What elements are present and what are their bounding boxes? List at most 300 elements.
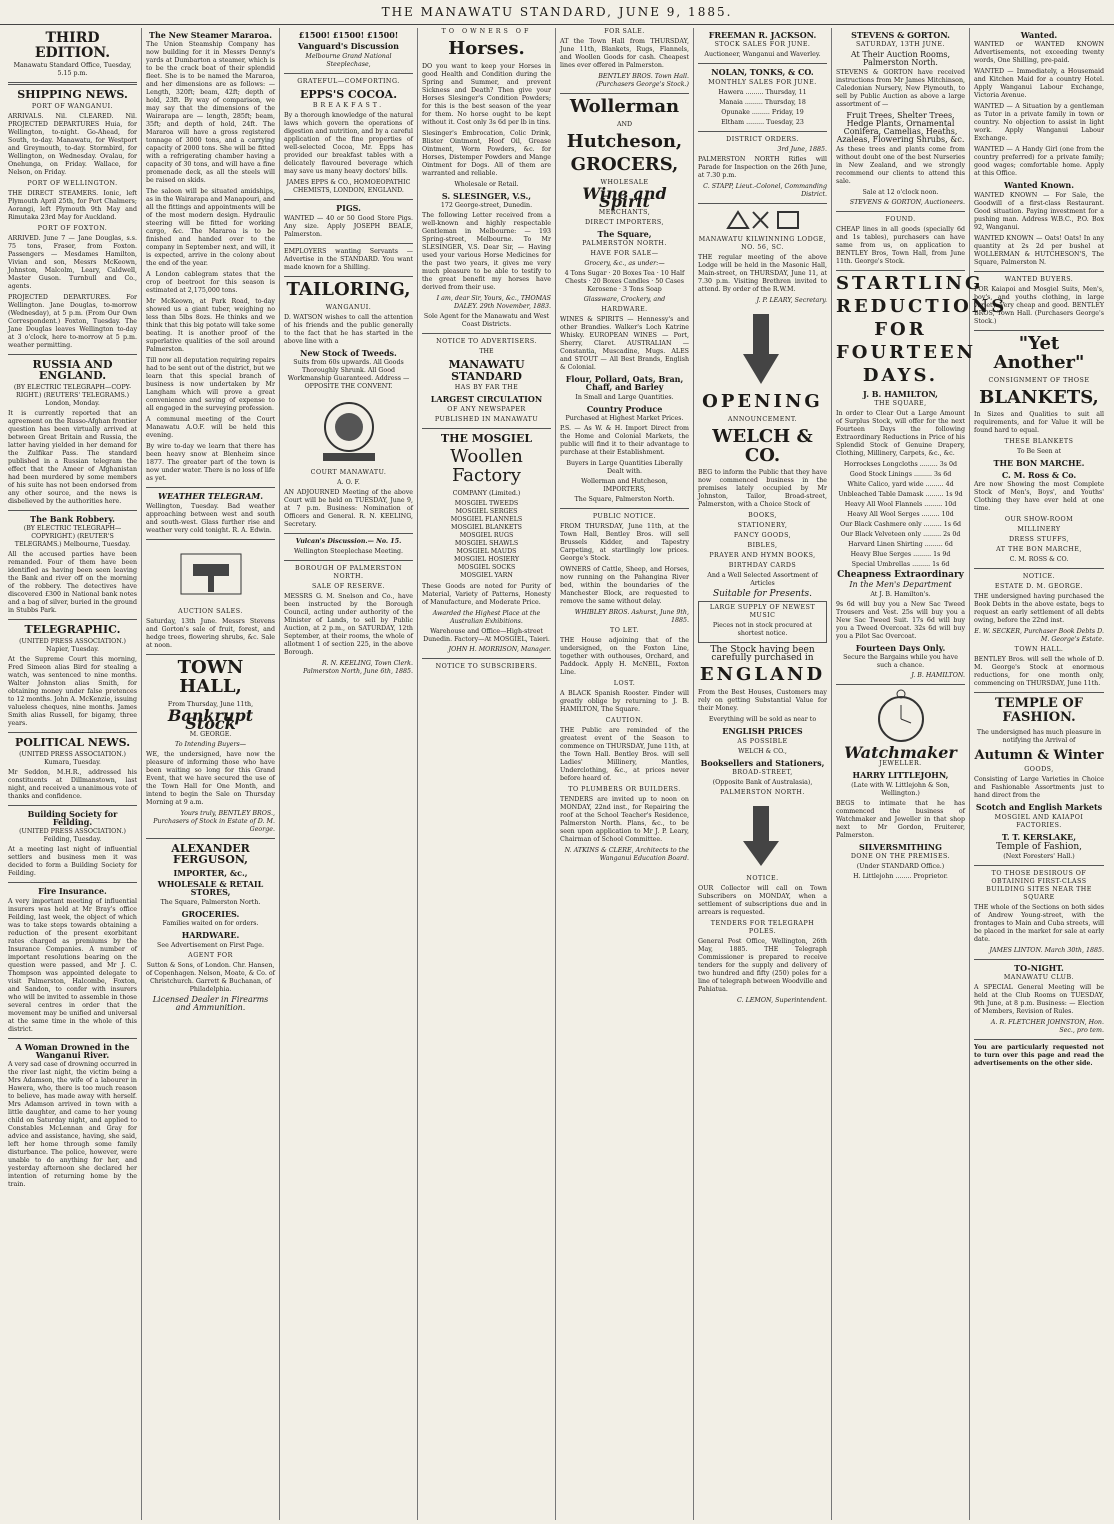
opening-heading: OPENING: [702, 390, 823, 412]
square-address: The Square, Palmerston North.: [160, 898, 261, 906]
sale-place: Manaia ......... Thursday, 18: [719, 98, 806, 106]
agent-body: Sutton & Sons, of London. Chr. Hansen, of Copenhagen. Nelson, Moate, & Co. of Christchurch. Garrett & Buchanan, of Philadelphia.: [146, 961, 275, 993]
pigs-heading: PIGS.: [336, 203, 361, 214]
steamer-body-2: The saloon will be situated amidships, as in the Wairarapa and Manapouri, and all the fittings and appointments will be of the most modern design. Hydraulic steering will be fitted for working cargo, &c. The Mararoa is to be finished and handed over to the company in September next, and will, it is expected, arrive in the colony about the end of the year.: [146, 188, 275, 268]
auction-hammer-icon: [171, 544, 251, 604]
wanted-ad: WANTED — Immediately, a Housemaid and Kitchen Maid for a country Hotel. Apply Wanganui Labour Exchange, Victoria Avenue.: [974, 68, 1104, 100]
breakfast-heading: BREAKFAST.: [312, 102, 385, 110]
importers-line: Wollerman and Hutcheson, IMPORTERS,: [581, 478, 668, 494]
column-6: [694, 28, 832, 1520]
watchmaker-heading: Watchmaker: [844, 743, 957, 763]
price-line: White Calico, yard wide ......... 4d: [847, 481, 954, 489]
pointing-hand-icon: [723, 801, 803, 871]
letter-body: The following Letter received from a well-known and highly respectable Gentleman in Melbourne: — 193 Spring-street, Melbourne. To Mr SLESINGER, V.S. Dear Sir, — Having used your various Horse Medicines for the past two years, it gives me very much pleasure to be able to testify to the great benefit my horses have derived from their use.: [422, 212, 551, 292]
club-body: A SPECIAL General Meeting will be held at the Club Rooms on TUESDAY, 9th June, at 8 p.m. Business: — Election of Members, Revision of Rules.: [974, 983, 1104, 1015]
shop-paragraph: Till now all deputation requiring repairs had to be sent out of the district, but we learn that this special branch of business is now undertaken by Mr Langham which will prove a great convenience and saving of expense to all engaged in the surveying profession.: [146, 357, 275, 413]
tweeds-heading: New Stock of Tweeds.: [300, 347, 397, 358]
rifles-body: PALMERSTON NORTH Rifles will Parade for Inspection on the 26th June, at 7.30 p.m.: [698, 155, 827, 179]
grocery-list: 4 Tons Sugar · 20 Boxes Tea · 10 Half Chests · 20 Boxes Candles · 50 Cases Kerosene · 3 Tons Soap: [564, 270, 685, 294]
buyers-heading: WANTED BUYERS.: [1004, 275, 1074, 283]
music-box: [698, 601, 827, 643]
public-notice-heading: PUBLIC NOTICE.: [592, 513, 657, 521]
ross-2: C. M. ROSS & CO.: [1009, 556, 1069, 564]
weather-body: Wellington, Tuesday. Bad weather approaching between west and south and south-west. Glass further rise and weather very cold tonight. R. A. Edwin.: [146, 502, 275, 534]
littlejohn-late: (Late with W. Littlejohn & Son, Wellington.): [851, 781, 950, 797]
mosgiel-product: MOSGIEL YARN: [460, 572, 513, 580]
english-prices: ENGLISH PRICES: [722, 726, 803, 737]
shipping-heading: SHIPPING NEWS.: [17, 88, 128, 102]
everything-line: Everything will be sold as near to: [708, 716, 817, 724]
hamilton-heading: J. B. HAMILTON,: [863, 388, 938, 399]
notice-body: OUR Collector will call on Town Subscribers on MONDAY, when a settlement of subscriptions due and in arrears is requested.: [698, 885, 827, 917]
park-paragraph: Mr McKeown, at Park Road, to-day showed us a giant tuber, weighing no less than 5lbs 8ozs. He thinks and we think that this big potato will take some beating. It is another proof of the superlative qualities of the soil around Palmerston.: [146, 298, 275, 354]
stock-sales-heading: STOCK SALES FOR JUNE.: [714, 41, 811, 49]
days-heading: DAYS.: [862, 364, 939, 386]
slesinger-address: 172 George-street, Dunedin.: [440, 202, 533, 210]
sole-agent: Sole Agent for the Manawatu and West Coast Districts.: [423, 313, 550, 329]
lodge-body: THE regular meeting of the above Lodge will be held in the Masonic Hall, Main-street, on THURSDAY, June 11, at 7.30 p.m. Visiting Brethren invited to attend. By order of the R.W.M.: [698, 253, 827, 293]
town-hall-heading: TOWN HALL,: [177, 656, 244, 697]
show-room-heading: OUR SHOW-ROOM: [1004, 516, 1074, 524]
mens-department: In the Men's Department: [849, 580, 952, 590]
weather-heading: WEATHER TELEGRAM.: [158, 491, 263, 502]
estate-body: THE undersigned having purchased the Book Debts in the above estate, begs to request an early settlement of all debts owing, before the 22nd inst.: [974, 593, 1104, 625]
price-line: Our Black Cashmere only ......... 1s 6d: [840, 521, 961, 529]
at-hamiltons: At J. B. Hamilton's.: [870, 591, 931, 599]
mosgiel-product-list: [422, 500, 551, 580]
silversmithing-heading: SILVERSMITHING: [859, 841, 942, 852]
cheapness-heading: Cheapness Extraordinary: [837, 570, 964, 581]
pointing-hand-icon: [723, 309, 803, 389]
glassware-line: Glassware, Crockery, and: [583, 296, 666, 304]
political-body: Mr Seddon, M.H.R., addressed his constituents at Dillmanstown, last night, and received a unanimous vote of thanks and confidence.: [8, 768, 137, 800]
column-7: [832, 28, 1008, 1520]
monthly-sales: MONTHLY SALES FOR JUNE.: [708, 78, 817, 86]
bon-marche-2: AT THE BON MARCHE,: [996, 546, 1082, 554]
port-wanganui: PORT OF WANGANUI.: [31, 102, 114, 110]
morrison-signature: JOHN H. MORRISON, Manager.: [448, 646, 551, 654]
lost-heading: LOST.: [613, 680, 636, 688]
importers-address: The Square, Palmerston North.: [574, 496, 675, 504]
masthead: THE MANAWATU STANDARD, JUNE 9, 1885.: [0, 0, 1114, 25]
wanted-ad: WANTED — A Handy Girl (one from the country preferred) for a private family; good wages; comfortable home. Apply at this Office.: [974, 146, 1104, 178]
welch-item: BIBLES,: [747, 542, 778, 550]
lost-body: A BLACK Spanish Rooster. Finder will greatly oblige by returning to J. B. HAMILTON, The Square.: [560, 690, 689, 714]
wholesale-line: Wholesale or Retail.: [454, 180, 519, 188]
welch-item: FANCY GOODS,: [733, 532, 792, 540]
square-label: The Square,: [597, 228, 652, 239]
buyers-body: FOR Kaiapoi and Mosgiel Suits, Men's, boy's, and youths clothing, in large variety. Very cheap and good. BENTLEY BROS, Town Hall. (Purchasers George's Stock.): [974, 285, 1104, 325]
mosgiel-heading: THE MOSGIEL: [440, 431, 533, 445]
plumbers-heading: TO PLUMBERS OR BUILDERS.: [568, 786, 681, 794]
newspaper-columns: [4, 28, 1110, 1520]
secure-line: Secure the Bargains while you have such a chance.: [843, 654, 958, 670]
public-notice-body: FROM THURSDAY, June 11th, at the Town Hall, Bentley Bros. will sell Brussels Kidder, and Tapestry Carpeting, at startlingly low prices. George's Stock.: [560, 523, 689, 563]
building-subheading: (UNITED PRESS ASSOCIATION.) Feilding, Tuesday.: [19, 828, 126, 844]
produce-heading: Country Produce: [586, 403, 663, 414]
price-line: Our Black Velveteen only ......... 2s 0d: [840, 531, 961, 539]
england-heading: ENGLAND: [699, 664, 826, 686]
owners-heading: TO OWNERS OF: [441, 28, 532, 35]
notice-heading-2: NOTICE.: [1022, 573, 1056, 581]
column-1: [4, 28, 142, 1520]
to-let-body: THE House adjoining that of the undersigned, on the Foxton Line, together with outhouses, Orchard, and Paddock. Apply H. McNEIL, Foxton Line.: [560, 637, 689, 677]
political-heading: POLITICAL NEWS.: [14, 735, 131, 749]
welch-body: BEG to inform the Public that they have now commenced business in the premises lately occupied by Mr Johnston, Tailor, Broad-street, Palmerston, with a Choice Stock of: [698, 469, 827, 509]
column-3: [280, 28, 418, 1520]
merchants-label: MERCHANTS,: [598, 208, 651, 216]
third-edition-heading: THIRD EDITION.: [34, 30, 111, 61]
building-body: At a meeting last night of influential settlers and business men it was decided to form a Building Society for Feilding.: [8, 846, 137, 878]
tweeds-subheading: Suits from 60s upwards. All Goods Thoroughly Shrunk. All Good Workmanship Guaranteed. Address — OPPOSITE THE CONVENT.: [287, 359, 410, 390]
epps-cocoa-heading: EPPS'S COCOA.: [299, 87, 398, 101]
embrocation-body: Slesinger's Embrocation, Colic Drink, Blister Ointment, Hoof Oil, Grease Ointment, Worm Powders, &c. for Horses, Distemper Powders and Mange Ointment for Dogs. All of them are warranted and reliable.: [422, 129, 551, 177]
saturday-line: SATURDAY, 13TH JUNE.: [855, 41, 946, 49]
price-line: Horrockses Longcloths ......... 3s 0d: [843, 461, 958, 469]
pocket-watch-icon: [861, 689, 941, 745]
foresters-hall: (Next Foresters' Hall.): [1003, 852, 1075, 860]
fourteen-heading: FOURTEEN: [836, 342, 977, 364]
vanguard-headline: £1500! £1500! £1500!: [298, 30, 399, 40]
flour-subheading: In Small and Large Quantities.: [575, 393, 674, 401]
borough-heading: BOROUGH OF PALMERSTON NORTH.: [294, 565, 403, 580]
kerslake-heading: T. T. KERSLAKE,: [1001, 831, 1077, 842]
foxton-body: ARRIVED. June 7 — Jane Douglas, s.s. 75 tons, Fraser, from Foxton. Passengers — Mesdames Hamilton, Vivian and son, Messrs McKeown, Johnston, Malcolm, Leary, Caldwell, Master Guson. Turnbull and Co., agents.: [8, 234, 137, 290]
for-sale-heading: FOR SALE.: [604, 28, 645, 35]
to-let-heading: TO LET.: [610, 627, 639, 635]
building-heading: Building Society for Feilding.: [27, 808, 118, 827]
ps-paragraph: P.S. — As W. & H. Import Direct from the Home and Colonial Markets, the public will find it to their advantage to purchase at their Establishment.: [560, 425, 689, 457]
yet-another-heading: "Yet Another": [993, 332, 1085, 373]
court-manawatu-heading: COURT MANAWATU.: [310, 469, 387, 476]
welch-item: STATIONERY,: [737, 522, 788, 530]
agent-heading: AGENT FOR: [188, 951, 233, 959]
wanted-known-heading: Wanted Known.: [1003, 180, 1075, 191]
stevens-body: STEVENS & GORTON have received instructions from Mr James Mitchinson, Caledonian Nursery, New Plymouth, to sell by Public Auction as above a large assortment of —: [836, 69, 965, 109]
palmerston-north: PALMERSTON NORTH.: [720, 789, 805, 797]
price-line: Harvard Linen Shirting ......... 6d: [848, 541, 953, 549]
standard-heading: MANAWATU STANDARD: [448, 358, 525, 383]
column-8: [970, 28, 1108, 1520]
mosgiel-product: MOSGIEL RUGS: [459, 532, 514, 540]
hutcheson-heading: Hutcheson,: [566, 130, 683, 152]
steamer-heading: The New Steamer Mararoa.: [149, 30, 272, 40]
tailoring-heading: TAILORING,: [286, 278, 411, 300]
letter-signature: I am, dear Sir, Yours, &c., THOMAS DALEY. 29th November, 1883.: [436, 295, 551, 311]
wind-paragraph: By wire to-day we learn that there has been heavy snow at Blenheim since 1877. The greater part of the town is now under water. There is no loss of life as yet.: [146, 443, 275, 483]
wanganui-subheading: WANGANUI.: [325, 303, 372, 311]
bankrupt-body: WE, the undersigned, have now the pleasure of informing those who have been waiting so long for this Grand Event, that we have secured the use of the Town Hall for One Month, and intend to begin the Sale on Thursday Morning at 9 a.m.: [146, 750, 275, 806]
estate-signature: E. W. SECKER, Purchaser Book Debts D. M. George's Estate.: [974, 628, 1104, 644]
town-hall-body: BENTLEY Bros. will sell the whole of D. M. George's Stock at enormous reductions, for one month only, commencing on THURSDAY, June 11th.: [974, 656, 1104, 688]
ross-heading: C. M. Ross & Co.: [1001, 469, 1077, 480]
has-by-far: HAS BY FAR THE: [454, 384, 519, 392]
wellington-body: THE DIRECT STEAMERS. Ionic, left Plymouth April 25th, for Port Chalmers; Aorangi, left Plymouth 9th May and Rimutaka 23rd May for Auckland.: [8, 189, 137, 221]
orders-date: 3rd June, 1885.: [777, 145, 827, 153]
vulcan-heading: Vulcan's Discussion.— No. 15.: [295, 538, 402, 545]
club-signature: A. R. FLETCHER JOHNSTON, Hon. Sec., pro tem.: [990, 1018, 1104, 1034]
opposite-line: (Opposite Bank of Australasia),: [712, 779, 813, 787]
edition-subheading: Manawatu Standard Office, Tuesday, 5.15 p.m.: [13, 62, 132, 78]
auction-rooms: At Their Auction Rooms, Palmerston North.: [850, 50, 951, 68]
mosgiel-product: MOSGIEL MAUDS: [456, 548, 517, 556]
plumbers-signature: N. ATKINS & CLERE, Architects to the Wanganui Education Board.: [564, 847, 689, 863]
tailoring-body: D. WATSON wishes to call the attention of his friends and the public generally to the fact that he has started in the above line with a: [284, 313, 413, 345]
for-heading: FOR: [874, 319, 927, 341]
russia-heading: RUSSIA AND ENGLAND.: [32, 357, 113, 383]
purity-line: These Goods are noted for Purity of Material, Variety of Patterns, Honesty of Manufacture, and Moderate Price.: [422, 583, 551, 607]
flour-heading: Flour, Pollard, Oats, Bran, Chaff, and Barley: [565, 374, 684, 393]
mosgiel-product: MOSGIEL SERGES: [455, 508, 518, 516]
masonic-emblems-icon: [723, 208, 803, 232]
linton-signature: JAMES LINTON. March 30th, 1885.: [989, 946, 1104, 954]
temple-body: The undersigned has much pleasure in notifying the Arrival of: [976, 728, 1102, 744]
wollerman-heading: Wollerman: [569, 96, 680, 117]
stock-purchased: The Stock having been carefully purchased in: [710, 645, 815, 664]
price-line: Special Umbrellas ......... 1s 6d: [851, 561, 950, 569]
rifles-signature: C. STAPP, Lieut.-Colonel, Commanding District.: [703, 182, 827, 198]
bank-subheading: (BY ELECTRIC TELEGRAPH—COPYRIGHT.) (REUTER'S TELEGRAMS.) Melbourne, Tuesday.: [14, 525, 131, 549]
subscribers-heading: NOTICE TO SUBSCRIBERS.: [435, 663, 538, 671]
groceries-heading: GROCERIES.: [181, 908, 240, 919]
cocoa-caption: GRATEFUL—COMFORTING.: [297, 77, 400, 85]
blankets-body: In Sizes and Qualities to suit all requirements, and for Value it will be found hard to equal.: [974, 411, 1104, 435]
drowned-heading: A Woman Drowned in the Wanganui River.: [15, 1041, 130, 1061]
palmerston-label: PALMERSTON NORTH.: [582, 240, 667, 248]
sale-place: Eltham ......... Tuesday, 23: [721, 118, 804, 126]
mosgiel-product: MOSGIEL SHAWLS: [454, 540, 519, 548]
hamilton-square: THE SQUARE,: [874, 400, 927, 408]
caution-body: THE Public are reminded of the greatest event of the Season to commence on THURSDAY, June 11th, at the Town Hall. Bentley Bros. will sell Ladies' Millinery, Mantles, Underclothing, &c., at prices never before heard of.: [560, 727, 689, 783]
tonight-heading: TO-NIGHT.: [1014, 962, 1064, 973]
stock-sales-sub: Auctioneer, Wanganui and Waverley.: [704, 51, 821, 59]
broad-street: BROAD-STREET,: [732, 769, 793, 777]
price-line: Heavy Blue Serges ......... 1s 9d: [850, 551, 951, 559]
importer-heading: IMPORTER, &c.,: [173, 867, 248, 878]
premises-line: DONE ON THE PREMISES.: [850, 853, 951, 861]
court-emblem-icon: [309, 395, 389, 465]
seen-at: To Be Seen at: [1017, 448, 1061, 456]
mosgiel-product: MOSGIEL BLANKETS: [451, 524, 522, 532]
wanted-body: WANTED or WANTED KNOWN Advertisements, not exceeding twenty words, One Shilling, pre-paid.: [974, 41, 1104, 65]
notice-advertisers: NOTICE TO ADVERTISERS.: [436, 338, 537, 346]
these-blankets: THESE BLANKETS: [1004, 438, 1074, 446]
ross-body: Are now Showing the most Complete Stock of Men's, Boys', and Youths' Clothing they have ever held at one time.: [974, 481, 1104, 513]
company-line: COMPANY (Limited.): [452, 490, 521, 498]
wanted-ad: WANTED — A Situation by a gentleman as Tutor in a private family in town or country. No objection to assist in light work. Apply Wanganui Labour Exchange.: [974, 103, 1104, 143]
direct-importers: DIRECT IMPORTERS,: [585, 218, 664, 226]
tenders-heading: TENDERS FOR TELEGRAPH POLES.: [710, 920, 815, 936]
produce-subheading: Purchased at Highest Market Prices.: [565, 415, 684, 423]
price-line: Unbleached Table Damask ......... 1s 9d: [838, 491, 963, 499]
vulcan-subheading: Wellington Steeplechase Meeting.: [293, 548, 404, 555]
music-sub: Pieces not in stock procured at shortest notice.: [712, 622, 813, 638]
startling-heading: STARTLING: [836, 273, 984, 295]
bon-marche-heading: THE BON MARCHE.: [993, 458, 1085, 469]
price-line: Good Stock Linings ......... 3s 6d: [849, 471, 952, 479]
telegraphic-subheading: (UNITED PRESS ASSOCIATION.) Napier, Tuesday.: [19, 637, 126, 653]
reserve-body: MESSRS G. M. Snelson and Co., have been instructed by the Borough Council, acting under authority of the Minister of Lands, to sell by Public Auction, at 2 p.m., on SATURDAY, 12th September, at their rooms, the whole of allotment 1 of section 225, in the above Borough.: [284, 593, 413, 656]
court-subheading: A. O. F.: [337, 479, 360, 486]
plumbers-body: TENDERS are invited up to noon on MONDAY, 22nd inst., for Repairing the roof at the School Teacher's Residence, Palmerston North. Plans, &c., to be seen upon application to Mr J. P. Leary, Chairman of School Committee.: [560, 796, 689, 844]
foxton-projected: PROJECTED DEPARTURES. For Wellington. Jane Douglas, to-morrow (Wednesday), at 5 p.m. (From Our Own Correspondent.) Foxton, Tuesday. The Jane Douglas leaves Wellington to-day at 3 o'clock, here to-morrow at 5 p.m. weather permitting.: [8, 293, 137, 349]
nolan-heading: NOLAN, TONKS, & CO.: [711, 67, 814, 78]
column-4: [418, 28, 556, 1520]
goods-body: Consisting of Large Varieties in Choice and Fashionable Assortments just to hand direct from the: [974, 776, 1104, 800]
wanted-heading: Wanted.: [1020, 30, 1058, 40]
price-line: Heavy All Wool Flannels ......... 10d: [844, 501, 957, 509]
welch-item: BOOKS,: [748, 512, 777, 520]
any-newspaper: OF ANY NEWSPAPER: [447, 405, 526, 413]
found-heading: FOUND.: [885, 216, 916, 224]
mosgiel-product: MOSGIEL SOCKS: [457, 564, 516, 572]
mosgiel-product: MOSGIEL FLANNELS: [450, 516, 523, 524]
melbourne-heading: Melbourne Grand National Steeplechase,: [305, 52, 392, 68]
fire-heading: Fire Insurance.: [38, 886, 107, 897]
grocery-line: Grocery, &c., as under:—: [584, 260, 665, 268]
bankrupt-of: M. GEORGE.: [189, 730, 232, 738]
see-advertisement: See Advertisement on First Page.: [157, 941, 264, 949]
autumn-winter-heading: Autumn & Winter: [974, 747, 1104, 763]
intending-buyers: To Intending Buyers—: [175, 740, 246, 748]
russia-subheading: (BY ELECTRIC TELEGRAPH—COPY-RIGHT.) (REUTERS' TELEGRAMS.) London, Monday.: [13, 384, 132, 408]
vanguard-heading: Vanguard's Discussion: [298, 41, 399, 52]
column-2: [142, 28, 280, 1520]
owners-signature: WHIBLEY BROS. Ashurst, June 9th, 1885.: [574, 609, 689, 625]
awarded-line: Awarded the Highest Place at the Australian Exhibitions.: [432, 610, 541, 626]
welch-heading: WELCH & CO.: [712, 425, 813, 466]
sale-place: Hawera ......... Thursday, 11: [718, 88, 807, 96]
have-for-sale: HAVE FOR SALE—: [590, 250, 659, 258]
blankets-heading: BLANKETS,: [979, 386, 1099, 408]
temple-heading: TEMPLE OF FASHION.: [995, 696, 1083, 725]
trees-list: Fruit Trees, Shelter Trees, Hedge Plants, Ornamental Conifera, Camelias, Heaths, Azaleas, Flowering Shrubs, &c.: [836, 111, 965, 145]
court-paragraph: A communal meeting of the Court Manawatu A.O.F. will be held this evening.: [146, 416, 275, 440]
buyers-line: Buyers in Large Quantities Liberally Dealt with.: [566, 460, 683, 476]
sale-time: Sale at 12 o'clock noon.: [862, 189, 939, 197]
court-body: AN ADJOURNED Meeting of the above Court will be held on TUESDAY, June 9, at 7 p.m. Business: Nomination of Officers and General. R. N. KEELING, Secretary.: [284, 489, 413, 528]
telegraphic-body: At the Supreme Court this morning, Fred Simeon alias Bird for stealing a watch, was sentenced to nine months. Walter Johnston alias Smith, for obtaining money under false pretences to 12 months. John A. McKenzie, issuing valueless cheques, nine months. James Smith alias Russell, for bigamy, three years.: [8, 655, 137, 727]
telegraphic-heading: TELEGRAPHIC.: [24, 623, 121, 637]
building-sites-heading: TO THOSE DESIROUS OF OBTAINING FIRST-CLASS BUILDING SITES NEAR THE SQUARE: [986, 869, 1092, 901]
bankrupt-stock-heading: Bankrupt Stock: [167, 705, 254, 733]
shipping-body: ARRIVALS. Nil. CLEARED. Nil. PROJECTED DEPARTURES Huia, for Wellington, to-night. Go-Ahead, for South, to-day. Manawatu, for Westport and Greymouth, to-day. Stormbird, for Wellington, on Wednesday. Ovalau, for Onehunga, on Friday. Wallace, for Nelson, on Friday.: [8, 112, 137, 176]
bankrupt-signature: Yours truly, BENTLEY BROS., Purchasers of Stock in Estate of D. M. George.: [153, 809, 275, 833]
littlejohn-heading: HARRY LITTLEJOHN,: [852, 770, 949, 781]
temple-of-fashion: Temple of Fashion,: [996, 841, 1082, 852]
woollen-factory-heading: Woollen Factory: [450, 446, 523, 487]
reserve-signature: R. N. KEELING, Town Clerk. Palmerston North, June 6th, 1885.: [303, 660, 413, 675]
families-line: Families waited on for orders.: [162, 920, 259, 928]
bank-heading: The Bank Robbery.: [30, 514, 115, 525]
building-sites-body: THE whole of the Sections on both sides of Andrew Young-street, with the frontages to Main and Cuba streets, will be placed in the market for sale at early date.: [974, 903, 1104, 943]
welch-signature: WELCH & CO.,: [738, 747, 787, 755]
found-body: CHEAP lines in all goods (specially 6d and 1s tables), purchasers can have same from us, on application to BENTLEY Bros, Town Hall, from June 11th. George's Stock.: [836, 226, 965, 266]
trees-body: As these trees and plants come from without doubt one of the best Nurseries in New Zealand, and we strongly recommend our clients to attend this sale.: [836, 146, 965, 186]
jeweller-heading: JEWELLER.: [879, 760, 922, 768]
owners-paragraph: OWNERS of Cattle, Sheep, and Horses, now running on the Pahangina River bed, within the boundaries of the Manchester Block, are requested to remove the same without delay.: [560, 566, 689, 606]
pigs-body: WANTED — 40 or 50 Good Store Pigs. Any size. Apply JOSEPH BEALE, Palmerston.: [284, 214, 413, 238]
best-houses: From the Best Houses, Customers may rely on getting Substantial Value for their Money.: [698, 689, 827, 713]
grocers-heading: GROCERS,: [570, 153, 679, 175]
particular-notice: You are particularly requested not to turn over this page and read the advertisements on the other side.: [974, 1043, 1104, 1067]
reductions-heading: REDUCTIONS: [836, 296, 1008, 318]
wines-list: WINES & SPIRITS — Hennessy's and other Brandies. Walker's Loch Katrine Whisky. EUROPEAN WINES — Port, Sherry, Claret. AUSTRALIAN — Constantia, Muscadine, Mugs. ALES and STOUT — All Best Brands, English & Colonial.: [560, 316, 689, 372]
consignment-line: CONSIGNMENT OF THOSE: [988, 376, 1090, 384]
drowned-body: A very sad case of drowning occurred in the river last night, the victim being a Mrs Adamson, the wife of a labourer in Hawera, who, there is too much reason to believe, has made away with herself. Mrs Adamson arrived in town with a little daughter, and came to her young child on Saturday night, and applied to Constables McLennan and Gray for advice and assistance, having, she said, left her home through some family disturbance. The police, however, were unable to do anything for her, and yesterday afternoon she declared her intention of returning home by the train.: [8, 1061, 137, 1189]
lodge-heading: MANAWATU KILWINNING LODGE, NO. 56, SC.: [698, 235, 827, 251]
cablegram-paragraph: A London cablegram states that the crop of beetroot for this season is estimated at 2,175,000 tons.: [146, 271, 275, 295]
for-sale-body: AT the Town Hall from THURSDAY, June 11th, Blankets, Rugs, Flannels, and Woollen Goods for cash. Cheapest lines ever offered in Palmerston.: [560, 38, 689, 69]
mens-list: 9s 6d will buy you a New Sac Tweed Trousers and Vest. 25s will buy you a New Sac Tweed Suit. 17s 6d will buy you a Tweed Overcoat. 32s 6d will buy you a Pilot Sac Overcoat.: [836, 601, 965, 641]
fourteen-only: Fourteen Days Only.: [855, 643, 946, 654]
published-in: PUBLISHED IN MANAWATU: [434, 415, 539, 423]
estate-heading: ESTATE D. M. GEORGE.: [994, 583, 1084, 591]
club-heading: MANAWATU CLUB.: [1003, 973, 1075, 981]
town-hall-2: TOWN HALL.: [1014, 646, 1064, 654]
hardware-label: HARDWARE.: [601, 306, 648, 314]
for-sale-signature: BENTLEY BROS. Town Hall. (Purchasers George's Stock.): [595, 73, 689, 88]
wholesale-label: WHOLESALE: [600, 178, 649, 186]
goods-heading: GOODS,: [1024, 766, 1054, 774]
welch-item: PRAYER AND HYMN BOOKS,: [709, 552, 816, 560]
russia-body: It is currently reported that an agreement on the Russo-Afghan frontier question has been virtually arrived at between Great Britain and Russia, the latter having yielded in her demand for the Zulfikar Pass. The standard published in a Russian telegram the effect that the Ameer of Afghanistan had been murdered by some members of his suite has not been endorsed from any other source, and the news is disbelieved by the authorities here.: [8, 410, 138, 506]
employers-notice: EMPLOYERS wanting Servants — Advertise in the STANDARD. You want made known for a Shilling.: [284, 247, 413, 271]
mosgiel-kaiapoi: MOSGIEL AND KAIAPOI FACTORIES.: [994, 813, 1084, 829]
millinery-heading: MILLINERY: [1017, 526, 1061, 534]
auction-body: Saturday, 13th June. Messrs Stevens and Gorton's sale of fruit, forest, and hedge trees, flowering shrubs, &c. Sale at noon.: [146, 617, 275, 649]
epps-signature: JAMES EPPS & CO., HOMOEOPATHIC CHEMISTS, LONDON, ENGLAND.: [286, 179, 411, 195]
slesinger-heading: S. SLESINGER, V.S.,: [441, 190, 532, 201]
steamer-body: The Union Steamship Company has now building for it in Messrs Denny's yards at Dumbarton a steamer, which is to be the crack boat of their splendid fleet. She is to be named the Mararoa, and her dimensions are as follows: — Length, 320ft; beam, 42ft; depth of hold, 23ft. By way of comparison, we may say that the dimensions of the Wairarapa are — length, 285ft; beam, 35ft; and depth of hold, 24ft. The Mararoa will have a gross registered tonnage of 3000 tons, and a carrying capacity of 2000 tons. She will be fitted with a refrigerating chamber having a capacity of 30 tons, and will have a fine promenade deck, as all the steels will be raised on skids.: [146, 41, 275, 185]
assortment-line: And a Well Selected Assortment of Articles: [707, 572, 818, 588]
fire-body: A very important meeting of influential insurers was held at Mr Bray's office Feilding, last week, the object of which was to take steps towards obtaining a reduction of the present exorbitant rates charged as premiums by the Insurance Companies. A number of important resolutions bearing on the question were passed, and Mr J. C. Thompson was appointed delegate to visit Palmerston, Halcombe, Foxton, and Sandon, to confer with insurers who will be invited to assemble in those several centres in order that the movement may be unified and universal at the same time in the whole of this district.: [8, 897, 137, 1033]
wine-spirit-heading: Wine and Spirit: [582, 183, 667, 211]
booksellers-line: Booksellers and Stationers,: [700, 757, 825, 768]
and-line: AND: [616, 120, 633, 128]
district-orders: DISTRICT ORDERS.: [726, 135, 799, 143]
proprietor-line: H. Littlejohn ........ Proprietor.: [853, 873, 948, 881]
wanted-known-ad: WANTED KNOWN — Oats! Oats! In any quantity at 2s 2d per bushel at WOLLERMAN & HUTCHESON'S, The Square, Palmerston N.: [974, 234, 1104, 266]
port-wellington: PORT OF WELLINGTON.: [27, 179, 118, 187]
wholesale-heading: WHOLESALE & RETAIL STORES,: [157, 879, 264, 898]
bank-body: All the accused parties have been remanded. Four of them have been identified as having been seen leaving the Bank and river off on the morning of the robbery. The detectives have discovered £300 in National bank notes and a bag of silver, buried in the ground in Stubbs Park.: [8, 551, 137, 615]
auction-heading: AUCTION SALES.: [178, 607, 243, 615]
hardware-heading: HARDWARE.: [181, 930, 240, 941]
hamilton-signature: J. B. HAMILTON.: [911, 672, 965, 680]
largest-circulation: LARGEST CIRCULATION: [430, 394, 543, 405]
sale-place: Opunake ......... Friday, 19: [721, 108, 804, 116]
column-5: [556, 28, 694, 1520]
horses-heading: Horses.: [448, 38, 525, 59]
political-subheading: (UNITED PRESS ASSOCIATION.) Kumara, Tuesday.: [19, 750, 126, 766]
standard-office-line: (Under STANDARD Office.): [856, 863, 945, 871]
dress-stuffs-heading: DRESS STUFFS,: [1008, 536, 1070, 544]
tenders-body: General Post Office, Wellington, 26th May, 1885. THE Telegraph Commissioner is prepared to receive tenders for the supply and delivery of two hundred and fifty (250) poles for a line of telegraph between Woodville and Pahiatua.: [698, 938, 827, 994]
music-heading: LARGE SUPPLY OF NEWEST MUSIC: [709, 604, 816, 620]
stevens-signature: STEVENS & GORTON, Auctioneers.: [849, 199, 965, 207]
port-foxton: PORT OF FOXTON.: [37, 224, 108, 232]
as-possible: AS POSSIBLE: [737, 737, 788, 745]
scotch-english: Scotch and English Markets: [975, 802, 1103, 813]
lodge-signature: J. P. LEARY, Secretary.: [756, 296, 827, 304]
caution-heading: CAUTION.: [605, 717, 644, 725]
mosgiel-product: MOSGIEL TWEEDS: [454, 500, 519, 508]
welch-item: BIRTHDAY CARDS: [728, 562, 797, 570]
wanted-known-ad: WANTED KNOWN — For Sale, the Goodwill of a first-class Restaurant. Good situation. Paying investment for a pushing man. Address W.B.C., P.O. Box 92, Wanganui.: [974, 191, 1104, 231]
tenders-signature: C. LEMON, Superintendent.: [737, 997, 827, 1005]
littlejohn-body: BEGS to intimate that he has commenced the business of Watchmaker and Jeweller in that shop next to Mr Gordon, Fruiterer, Palmerston.: [836, 799, 965, 839]
